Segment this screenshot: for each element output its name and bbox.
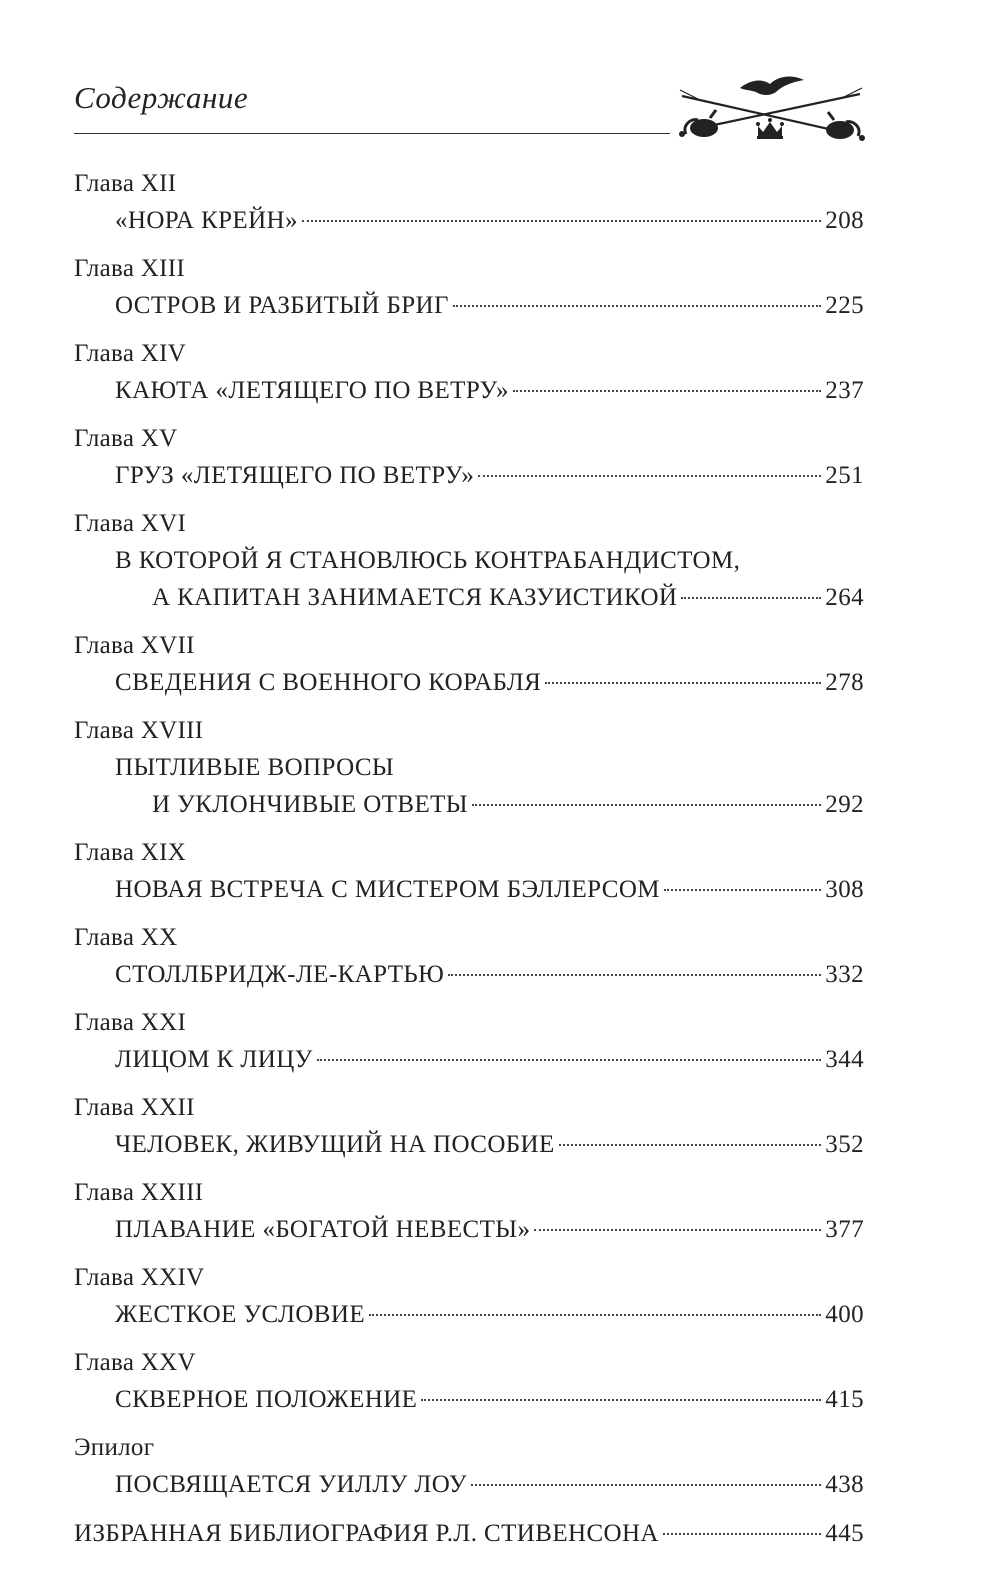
dot-leader [478, 475, 821, 477]
page-number: 208 [825, 207, 864, 234]
page-number: 264 [825, 584, 864, 611]
chapter-label: Глава XV [74, 425, 178, 452]
chapter-title: ГРУЗ «ЛЕТЯЩЕГО ПО ВЕТРУ» [115, 462, 475, 489]
page-number: 377 [825, 1216, 864, 1243]
toc-line[interactable] [74, 287, 864, 324]
dot-leader [453, 305, 821, 307]
toc-line[interactable] [74, 1466, 864, 1503]
table-of-contents [74, 166, 864, 1552]
toc-entry [74, 1260, 864, 1333]
chapter-label: Глава XXI [74, 1009, 187, 1036]
toc-line-bibliography[interactable] [74, 1515, 864, 1552]
chapter-title: ПОСВЯЩАЕТСЯ УИЛЛУ ЛОУ [115, 1471, 467, 1498]
toc-entry [74, 1175, 864, 1248]
chapter-title-line1: ПЫТЛИВЫЕ ВОПРОСЫ [115, 754, 395, 781]
toc-entry [74, 336, 864, 409]
toc-line[interactable] [74, 1126, 864, 1163]
chapter-label: Глава XVIII [74, 717, 204, 744]
chapter-title: ЖЕСТКОЕ УСЛОВИЕ [115, 1301, 366, 1328]
chapter-label: Глава XIV [74, 340, 187, 367]
toc-line[interactable] [74, 372, 864, 409]
chapter-label: Глава XXIII [74, 1179, 204, 1206]
toc-line[interactable] [74, 956, 864, 993]
page-number: 308 [825, 876, 864, 903]
toc-entry [74, 421, 864, 494]
chapter-title: ЧЕЛОВЕК, ЖИВУЩИЙ НА ПОСОБИЕ [115, 1131, 555, 1158]
chapter-title: СВЕДЕНИЯ С ВОЕННОГО КОРАБЛЯ [115, 669, 542, 696]
dot-leader [513, 390, 821, 392]
chapter-title-line1: В КОТОРОЙ Я СТАНОВЛЮСЬ КОНТРАБАНДИСТОМ, [115, 547, 741, 574]
page-number: 438 [825, 1471, 864, 1498]
page-number: 445 [825, 1520, 864, 1547]
toc-entry [74, 1345, 864, 1418]
chapter-label: Глава XVII [74, 632, 195, 659]
header-rule [74, 133, 670, 134]
chapter-title: КАЮТА «ЛЕТЯЩЕГО ПО ВЕТРУ» [115, 377, 509, 404]
toc-entry [74, 835, 864, 908]
chapter-title: А КАПИТАН ЗАНИМАЕТСЯ КАЗУИСТИКОЙ [152, 584, 678, 611]
page-number: 415 [825, 1386, 864, 1413]
toc-line[interactable] [74, 202, 864, 239]
chapter-label: Глава XXII [74, 1094, 195, 1121]
toc-entry [74, 1005, 864, 1078]
dot-leader [663, 1533, 821, 1535]
dot-leader [559, 1144, 822, 1146]
page-number: 352 [825, 1131, 864, 1158]
dot-leader [302, 220, 821, 222]
toc-line[interactable] [74, 579, 864, 616]
dot-leader [421, 1399, 821, 1401]
dot-leader [545, 682, 821, 684]
page-number: 332 [825, 961, 864, 988]
page-number: 278 [825, 669, 864, 696]
page-number: 251 [825, 462, 864, 489]
toc-line[interactable] [74, 457, 864, 494]
page-header [0, 0, 1000, 160]
chapter-label: Глава XX [74, 924, 178, 951]
page-number: 225 [825, 292, 864, 319]
dot-leader [664, 889, 821, 891]
chapter-label: Глава XXV [74, 1349, 196, 1376]
dot-leader [317, 1059, 822, 1061]
page-number: 344 [825, 1046, 864, 1073]
toc-line[interactable] [74, 1296, 864, 1333]
toc-line[interactable] [74, 1381, 864, 1418]
dot-leader [448, 974, 821, 976]
toc-entry [74, 1430, 864, 1503]
dot-leader [471, 1484, 821, 1486]
dot-leader [534, 1229, 821, 1231]
toc-entry [74, 251, 864, 324]
toc-line[interactable] [74, 1041, 864, 1078]
toc-entry [74, 628, 864, 701]
chapter-label: Глава XII [74, 170, 177, 197]
chapter-label: Глава XIX [74, 839, 187, 866]
toc-entry [74, 920, 864, 993]
toc-entry [74, 1090, 864, 1163]
dot-leader [472, 804, 821, 806]
chapter-label: Глава XVI [74, 510, 187, 537]
dot-leader [681, 597, 821, 599]
chapter-label: Глава XXIV [74, 1264, 205, 1291]
toc-entry [74, 166, 864, 239]
dot-leader [369, 1314, 821, 1316]
toc-line[interactable] [74, 786, 864, 823]
page-number: 400 [825, 1301, 864, 1328]
chapter-title: СКВЕРНОЕ ПОЛОЖЕНИЕ [115, 1386, 418, 1413]
toc-line[interactable] [74, 664, 864, 701]
chapter-title: ЛИЦОМ К ЛИЦУ [115, 1046, 313, 1073]
chapter-title: НОВАЯ ВСТРЕЧА С МИСТЕРОМ БЭЛЛЕРСОМ [115, 876, 660, 903]
toc-line[interactable] [74, 871, 864, 908]
crossed-swords-emblem-icon [670, 70, 870, 150]
bibliography-title: ИЗБРАННАЯ БИБЛИОГРАФИЯ Р.Л. СТИВЕНСОНА [74, 1520, 659, 1547]
chapter-title: СТОЛЛБРИДЖ-ЛЕ-КАРТЬЮ [115, 961, 445, 988]
page-number: 292 [825, 791, 864, 818]
toc-entry [74, 713, 864, 823]
chapter-title: «НОРА КРЕЙН» [115, 207, 298, 234]
chapter-label: Глава XIII [74, 255, 185, 282]
page-number: 237 [825, 377, 864, 404]
chapter-label: Эпилог [74, 1434, 155, 1461]
toc-entry [74, 506, 864, 616]
chapter-title: И УКЛОНЧИВЫЕ ОТВЕТЫ [152, 791, 468, 818]
page-title: Содержание [74, 80, 249, 115]
chapter-title: ОСТРОВ И РАЗБИТЫЙ БРИГ [115, 292, 449, 319]
toc-line[interactable] [74, 1211, 864, 1248]
chapter-title: ПЛАВАНИЕ «БОГАТОЙ НЕВЕСТЫ» [115, 1216, 531, 1243]
